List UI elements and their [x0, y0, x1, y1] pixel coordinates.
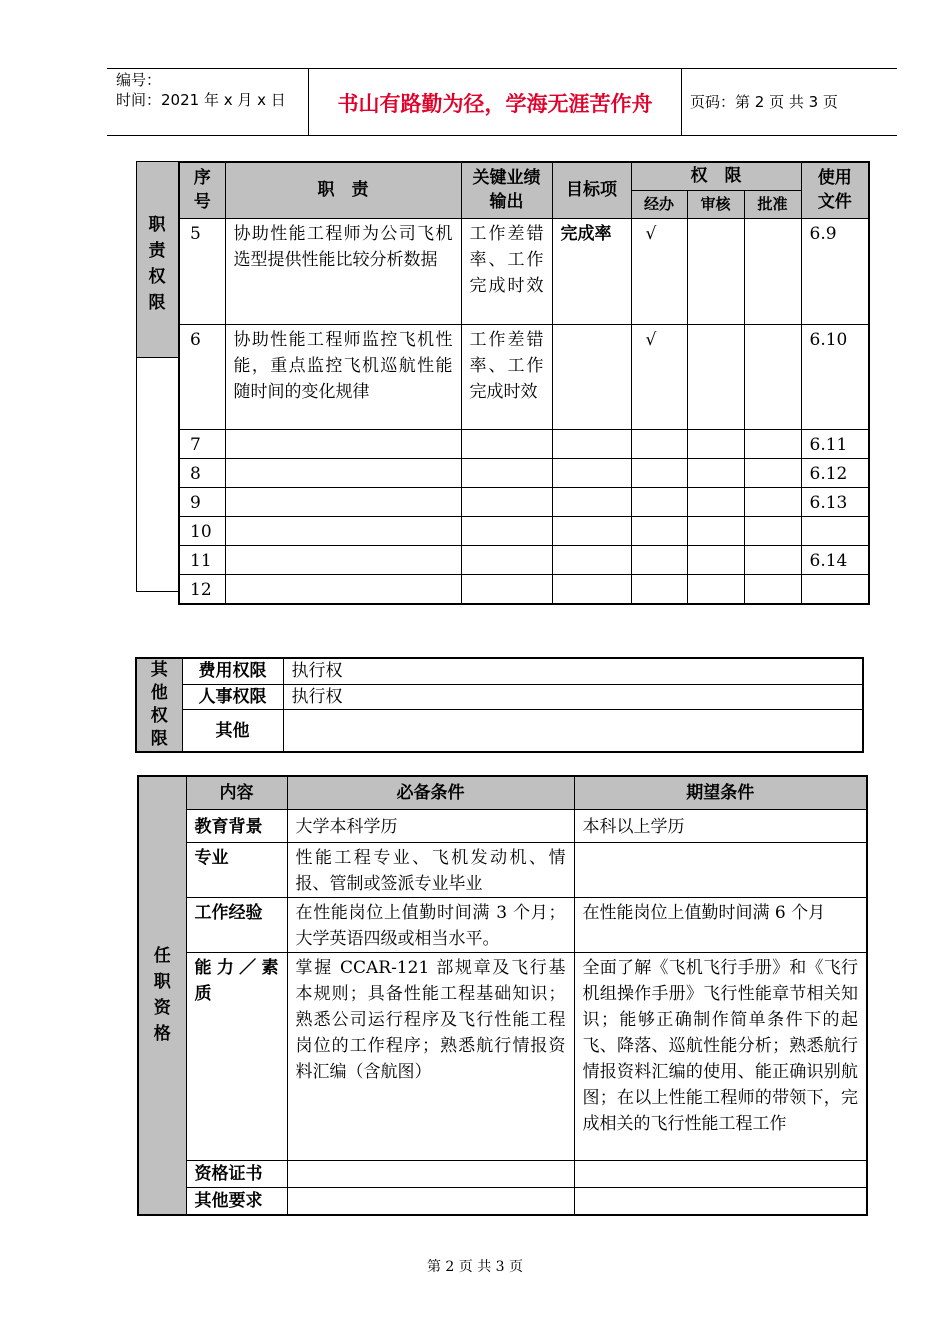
qual-expected: 在性能岗位上值勤时间满 6 个月	[574, 897, 867, 952]
other-rights-table	[135, 657, 864, 753]
review-cell	[687, 218, 744, 324]
duties-table	[178, 161, 870, 605]
table-row	[138, 842, 867, 897]
qual-required: 性能工程专业、飞机发动机、情报、管制或签派专业毕业	[287, 842, 574, 897]
review-cell	[687, 324, 744, 429]
doc-cell: 6.14	[801, 545, 869, 574]
table-row	[138, 897, 867, 952]
col-approve-header: 批准	[744, 190, 801, 218]
table-row	[179, 218, 869, 324]
table-row	[179, 429, 869, 458]
table-row	[138, 1160, 867, 1187]
col-authority-header: 权 限	[631, 162, 801, 190]
col-target-header: 目标项	[552, 162, 631, 218]
other-rights-value	[283, 710, 863, 752]
col-content-header: 内容	[186, 776, 287, 809]
col-seq-header: 序号	[179, 162, 225, 218]
doc-cell: 6.13	[801, 487, 869, 516]
qualifications-side-label: 任 职 资 格	[138, 776, 186, 1215]
doc-cell	[801, 574, 869, 604]
duty-cell: 协助性能工程师监控飞机性能，重点监控飞机巡航性能随时间的变化规律	[225, 324, 461, 429]
qual-required: 掌握 CCAR-121 部规章及飞行基本规则；具备性能工程基础知识；熟悉公司运行程序及飞行性能工程岗位的工作程序；熟悉航行情报资料汇编（含航图）	[287, 952, 574, 1160]
other-rights-label: 其他	[182, 710, 283, 752]
doc-cell: 6.12	[801, 458, 869, 487]
duty-cell: 协助性能工程师为公司飞机选型提供性能比较分析数据	[225, 218, 461, 324]
table-row	[179, 458, 869, 487]
doc-date: 时间：2021 年 x 月 x 日	[116, 91, 286, 109]
doc-number-label: 编号：	[116, 71, 162, 89]
personnel-rights-value: 执行权	[283, 684, 863, 710]
seq-cell: 10	[179, 516, 225, 545]
table-row	[138, 809, 867, 842]
qual-required	[287, 1187, 574, 1215]
header-bottom-rule	[107, 135, 897, 136]
col-kpi-header: 关键业绩输出	[461, 162, 552, 218]
approve-cell	[744, 218, 801, 324]
qual-expected	[574, 1187, 867, 1215]
doc-cell	[801, 516, 869, 545]
table-row	[179, 324, 869, 429]
qual-label: 能力／素质	[186, 952, 287, 1160]
other-rights-side-label: 其 他 权 限	[136, 658, 182, 752]
qual-label: 其他要求	[186, 1187, 287, 1215]
doc-cell: 6.9	[801, 218, 869, 324]
table-row	[138, 952, 867, 1160]
duties-side-label: 职 责 权 限	[136, 161, 178, 358]
col-expected-header: 期望条件	[574, 776, 867, 809]
col-doc-header: 使用文件	[801, 162, 869, 218]
qual-expected	[574, 1160, 867, 1187]
target-cell	[552, 324, 631, 429]
doc-cell: 6.11	[801, 429, 869, 458]
qual-required	[287, 1160, 574, 1187]
table-row	[179, 516, 869, 545]
duties-side-blank	[136, 358, 178, 592]
col-duty-header: 职 责	[225, 162, 461, 218]
qual-expected: 本科以上学历	[574, 809, 867, 842]
table-row	[179, 574, 869, 604]
col-required-header: 必备条件	[287, 776, 574, 809]
kpi-cell: 工作差错率、工作完成时效	[461, 324, 552, 429]
col-review-header: 审核	[687, 190, 744, 218]
target-cell: 完成率	[552, 218, 631, 324]
qual-expected: 全面了解《飞机飞行手册》和《飞行机组操作手册》飞行性能章节相关知识；能够正确制作简单条件下的起飞、降落、巡航性能分析；熟悉航行情报资料汇编的使用、能正确识别航图；在以上性能工程师的带领下，完成相关的飞行性能工程工作	[574, 952, 867, 1160]
qual-label: 资格证书	[186, 1160, 287, 1187]
seq-cell: 8	[179, 458, 225, 487]
qualifications-table	[137, 775, 868, 1216]
seq-cell: 9	[179, 487, 225, 516]
table-row	[138, 1187, 867, 1215]
expense-rights-value: 执行权	[283, 658, 863, 684]
personnel-rights-label: 人事权限	[182, 684, 283, 710]
table-row	[179, 487, 869, 516]
qual-label: 专业	[186, 842, 287, 897]
col-handle-header: 经办	[631, 190, 687, 218]
seq-cell: 12	[179, 574, 225, 604]
handle-cell: √	[631, 218, 687, 324]
header-motto: 书山有路勤为径，学海无涯苦作舟	[337, 92, 653, 116]
qual-required: 大学本科学历	[287, 809, 574, 842]
qual-expected	[574, 842, 867, 897]
expense-rights-label: 费用权限	[182, 658, 283, 684]
header-divider-right	[681, 68, 682, 136]
seq-cell: 7	[179, 429, 225, 458]
handle-cell: √	[631, 324, 687, 429]
table-row	[179, 545, 869, 574]
qual-label: 工作经验	[186, 897, 287, 952]
page-footer: 第 2 页 共 3 页	[426, 1259, 524, 1275]
page-info: 页码：第 2 页 共 3 页	[690, 93, 838, 111]
seq-cell: 6	[179, 324, 225, 429]
kpi-cell: 工作差错率、工作完成时效	[461, 218, 552, 324]
approve-cell	[744, 324, 801, 429]
qual-required: 在性能岗位上值勤时间满 3 个月；大学英语四级或相当水平。	[287, 897, 574, 952]
doc-cell: 6.10	[801, 324, 869, 429]
seq-cell: 5	[179, 218, 225, 324]
header-top-rule	[107, 68, 897, 69]
seq-cell: 11	[179, 545, 225, 574]
qual-label: 教育背景	[186, 809, 287, 842]
